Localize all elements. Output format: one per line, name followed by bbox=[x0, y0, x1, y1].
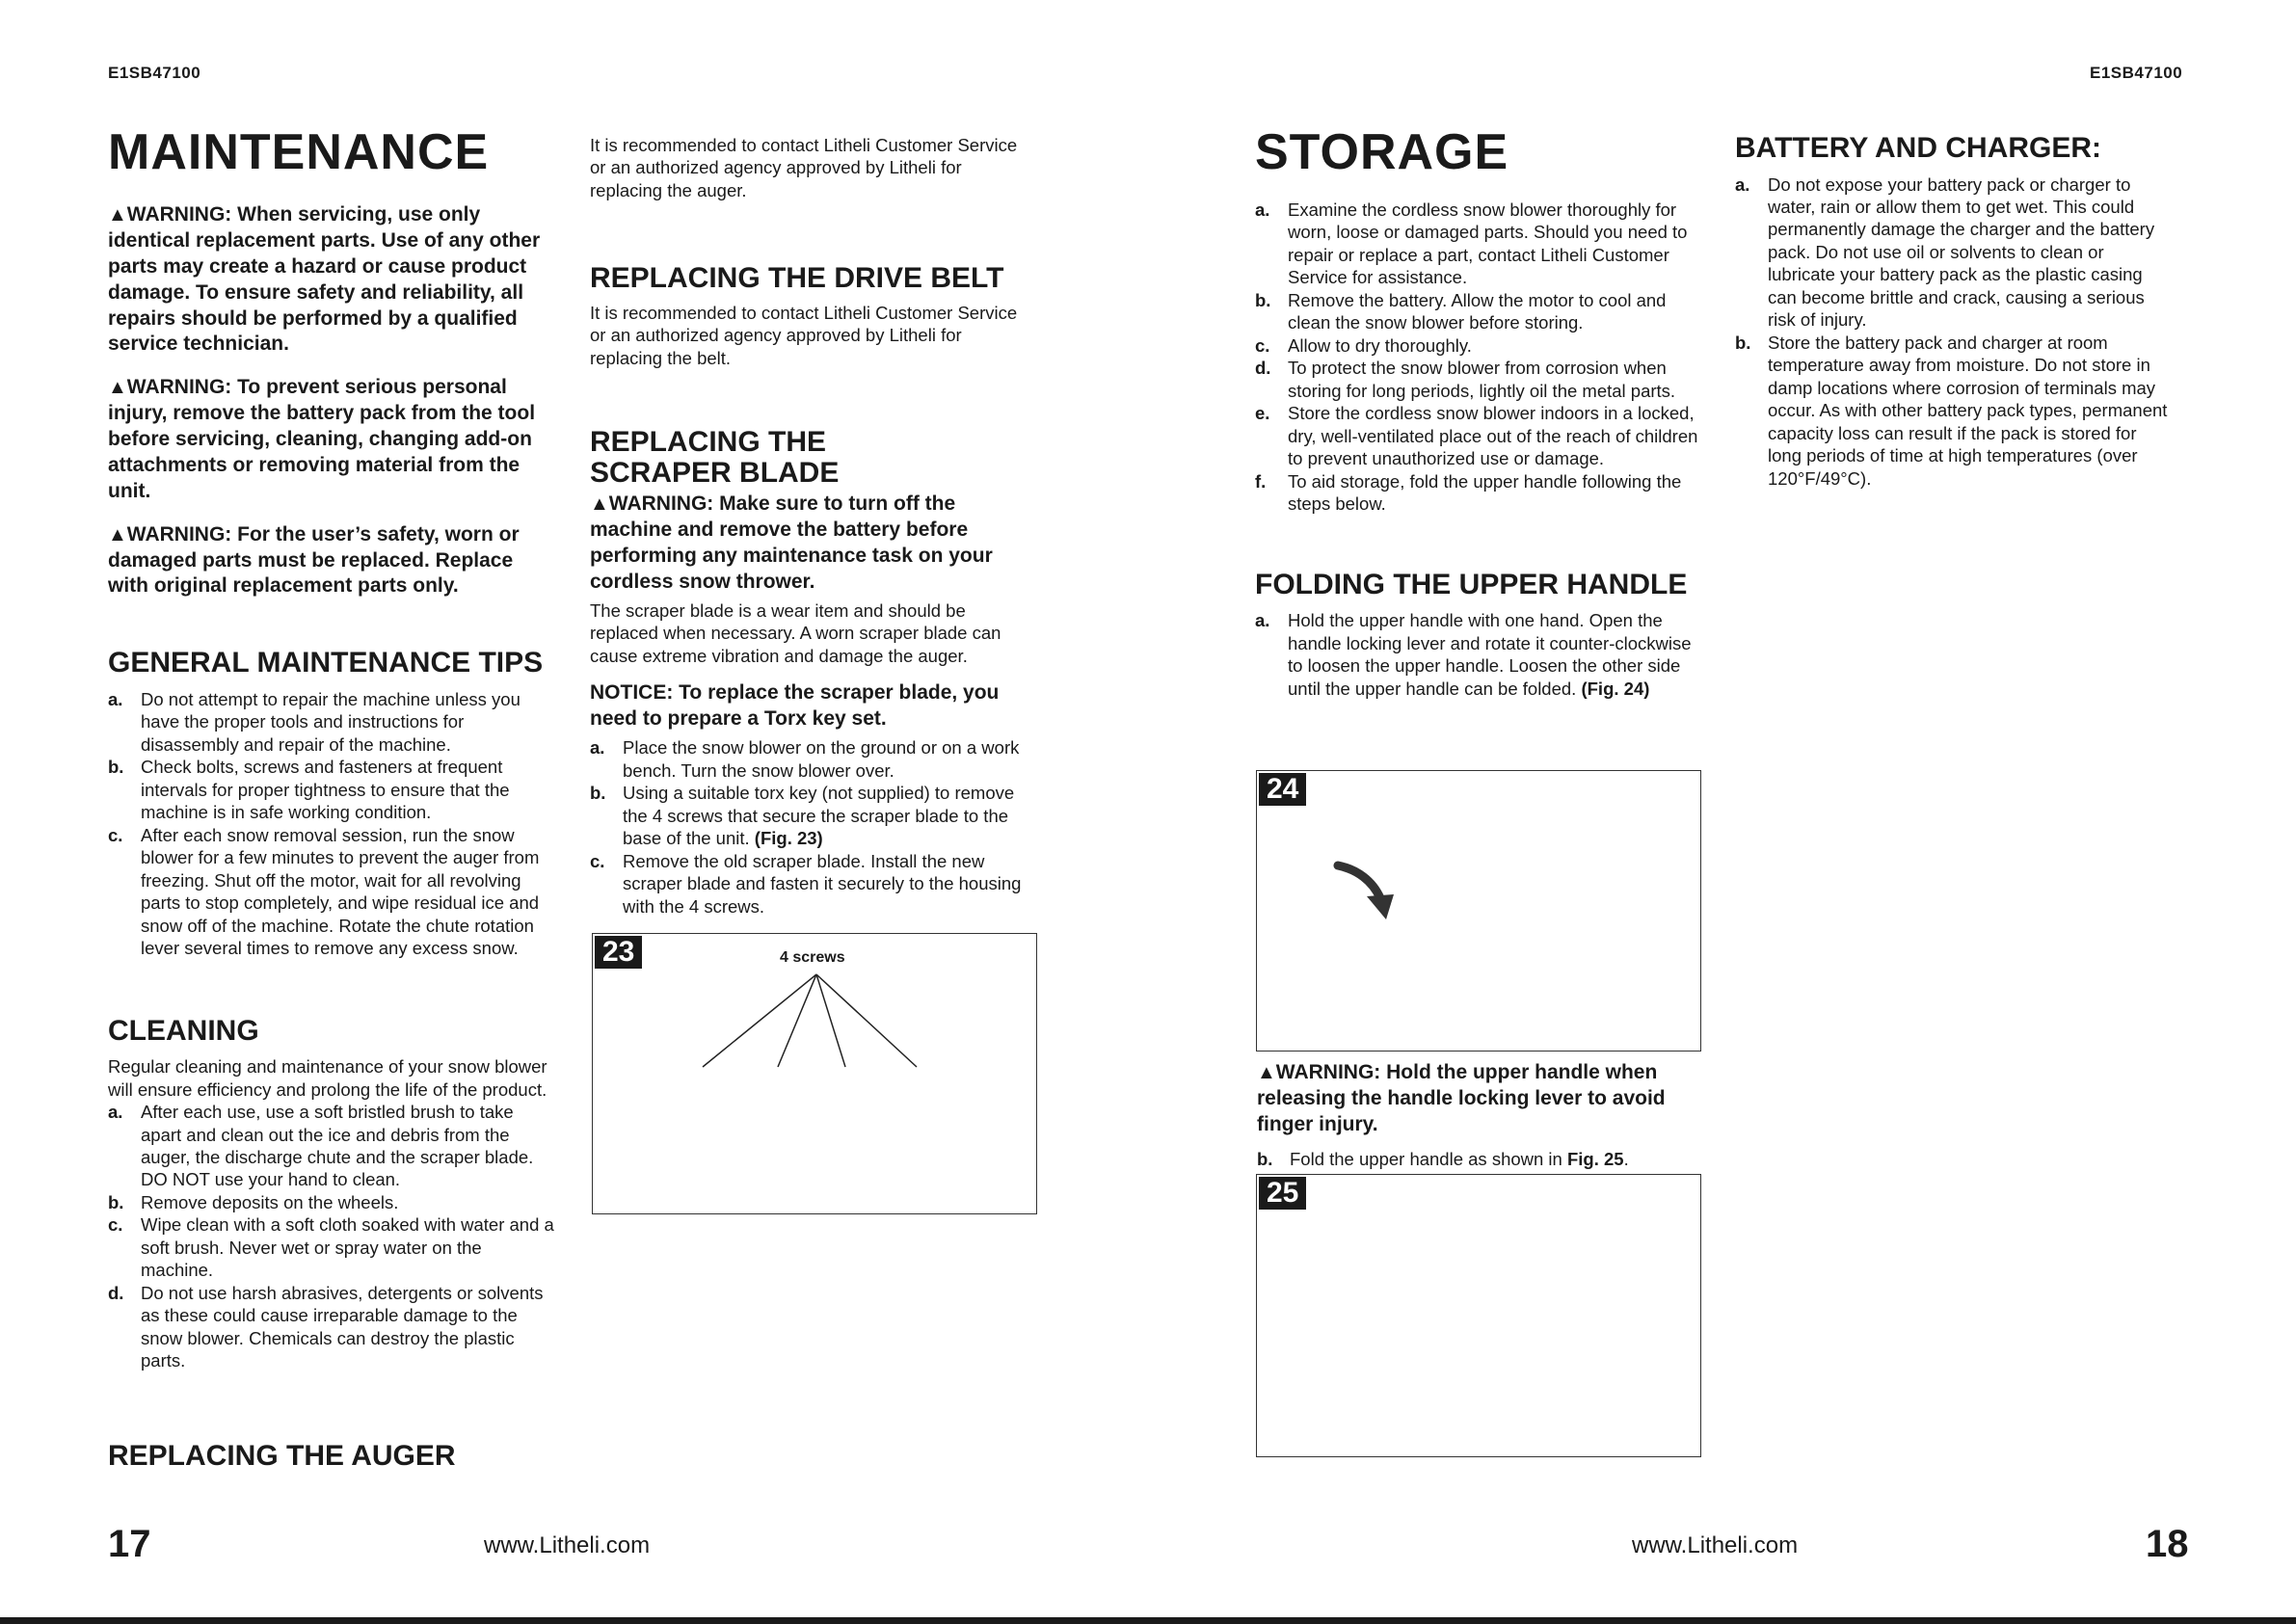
maintenance-warning-2: ▲WARNING: To prevent serious personal injury, remove the battery pack from the tool before servicing, cleaning, changing add-on attachments or removing material from the unit. bbox=[108, 376, 536, 502]
website-link-left[interactable]: www.Litheli.com bbox=[484, 1532, 651, 1558]
page-number-right: 18 bbox=[2146, 1523, 2189, 1565]
replacing-auger-title: REPLACING THE AUGER bbox=[108, 1440, 456, 1472]
folding-warning-block bbox=[1257, 1060, 1706, 1170]
warning-icon: ▲ bbox=[108, 204, 127, 226]
storage-title: STORAGE bbox=[1255, 124, 1509, 180]
figure-number: 23 bbox=[595, 936, 642, 969]
warning-icon: ▲ bbox=[108, 523, 127, 546]
list-item: c. After each snow removal session, run the snow blower for a few minutes to prevent the auger from freezing. Shut off the motor, wait for all revolving parts to stop completely, and wipe residual ice and snow off of the machine. Rotate the chute rotation lever several times to remove any excess snow. bbox=[108, 824, 540, 959]
replacing-blade-list bbox=[590, 736, 1035, 918]
list-item: b. Remove deposits on the wheels. bbox=[108, 1191, 399, 1212]
list-item: a. Place the snow blower on the ground or on a work bench. Turn the snow blower over. bbox=[590, 737, 1020, 781]
maintenance-warning-3: ▲WARNING: For the user’s safety, worn or damaged parts must be replaced. Replace with original replacement parts only. bbox=[108, 522, 520, 598]
list-item: a. Hold the upper handle with one hand. Open the handle locking lever and rotate it counter-clockwise to loosen the upper handle. Loosen the other side until the upper handle can be folded. (Fig. 24) bbox=[1255, 610, 1692, 699]
list-item: a. Examine the cordless snow blower thoroughly for worn, loose or damaged parts. Should you need to repair or replace a part, contact Litheli Customer Service for assistance. bbox=[1255, 200, 1688, 288]
list-item: b. Store the battery pack and charger at room temperature away from moisture. Do not store in damp locations where corrosion of terminals may occur. As with other battery pack types, permanent capacity loss can result if the pack is stored for long periods of time at high temperatures (over 120°F/49°C). bbox=[1735, 332, 2168, 489]
folding-list-a bbox=[1255, 609, 1704, 700]
warning-icon: ▲ bbox=[108, 377, 127, 399]
screw-callout-lines bbox=[593, 934, 1038, 1215]
model-number-left: E1SB47100 bbox=[108, 64, 201, 82]
battery-column bbox=[1735, 133, 2171, 490]
list-item: b. Using a suitable torx key (not supplied) to remove the 4 screws that secure the scraper blade to the base of the unit. (Fig. 23) bbox=[590, 783, 1015, 849]
website-link-right[interactable]: www.Litheli.com bbox=[1632, 1532, 1799, 1558]
bottom-border bbox=[0, 1617, 2296, 1624]
cleaning-intro: Regular cleaning and maintenance of your snow blower will ensure efficiency and prolong the life of the product. bbox=[108, 1056, 547, 1100]
list-item: e. Store the cordless snow blower indoors in a locked, dry, well-ventilated place out of the reach of children to prevent unauthorized use or damage. bbox=[1255, 403, 1698, 469]
figure-24 bbox=[1256, 770, 1701, 1052]
page-18 bbox=[1148, 0, 2296, 1624]
replacing-blade-warning: ▲WARNING: Make sure to turn off the machine and remove the battery before performing any maintenance task on your cordless snow thrower. bbox=[590, 493, 993, 594]
replacing-blade-title-2: SCRAPER BLADE bbox=[590, 456, 840, 489]
figure-caption: 4 screws bbox=[780, 949, 845, 966]
warning-icon: ▲ bbox=[1257, 1062, 1276, 1083]
cleaning-title: CLEANING bbox=[108, 1014, 259, 1047]
list-item: c. Allow to dry thoroughly. bbox=[1255, 334, 1472, 356]
figure-number: 24 bbox=[1259, 773, 1306, 806]
maintenance-title: MAINTENANCE bbox=[108, 124, 490, 180]
general-tips-title: GENERAL MAINTENANCE TIPS bbox=[108, 647, 544, 679]
list-item: c. Wipe clean with a soft cloth soaked with water and a soft brush. Never wet or spray water on the machine. bbox=[108, 1214, 554, 1281]
list-item: b. Check bolts, screws and fasteners at frequent intervals for proper tightness to ensure that the machine is in safe working condition. bbox=[108, 757, 510, 823]
replacing-blade-notice: NOTICE: To replace the scraper blade, you need to prepare a Torx key set. bbox=[590, 681, 1000, 731]
cleaning-list bbox=[108, 1101, 557, 1372]
rotate-arrow-icon bbox=[1330, 856, 1407, 923]
list-item: b. Fold the upper handle as shown in Fig. 25. bbox=[1257, 1148, 1629, 1169]
replacing-belt-text: It is recommended to contact Litheli Customer Service or an authorized agency approved by Litheli for replacing the belt. bbox=[590, 302, 1018, 368]
figure-25 bbox=[1256, 1174, 1701, 1457]
storage-list bbox=[1255, 199, 1704, 516]
list-item: f. To aid storage, fold the upper handle following the steps below. bbox=[1255, 470, 1682, 515]
replacing-auger-text: It is recommended to contact Litheli Customer Service or an authorized agency approved by Litheli for replacing the auger. bbox=[590, 135, 1018, 200]
folding-list-b bbox=[1257, 1148, 1706, 1170]
list-item: a. After each use, use a soft bristled brush to take apart and clean out the ice and debris from the auger, the discharge chute and the scraper blade. DO NOT use your hand to clean. bbox=[108, 1102, 534, 1190]
replacing-blade-title-1: REPLACING THE bbox=[590, 426, 827, 459]
list-item: a. Do not attempt to repair the machine unless you have the proper tools and instructions for disassembly and repair of the machine. bbox=[108, 688, 521, 755]
warning-icon: ▲ bbox=[590, 493, 609, 516]
list-item: c. Remove the old scraper blade. Install the new scraper blade and fasten it securely to the housing with the 4 screws. bbox=[590, 850, 1022, 917]
replacing-blade-intro: The scraper blade is a wear item and should be replaced when necessary. A worn scraper blade can cause extreme vibration and damage the auger. bbox=[590, 599, 1001, 666]
model-number-right: E1SB47100 bbox=[2090, 64, 2183, 82]
battery-list bbox=[1735, 173, 2171, 491]
maintenance-column bbox=[108, 124, 557, 1372]
storage-column bbox=[1255, 124, 1704, 700]
folding-title: FOLDING THE UPPER HANDLE bbox=[1255, 568, 1688, 600]
battery-title: BATTERY AND CHARGER: bbox=[1735, 132, 2101, 164]
general-tips-list bbox=[108, 688, 557, 960]
replacing-belt-title: REPLACING THE DRIVE BELT bbox=[590, 262, 1004, 295]
folding-warning: ▲WARNING: Hold the upper handle when releasing the handle locking lever to avoid finger injury. bbox=[1257, 1061, 1666, 1135]
list-item: b. Remove the battery. Allow the motor to cool and clean the snow blower before storing. bbox=[1255, 289, 1667, 333]
list-item: d. To protect the snow blower from corrosion when storing for long periods, lightly oil the metal parts. bbox=[1255, 358, 1676, 401]
maintenance-warning-1: ▲WARNING: When servicing, use only identical replacement parts. Use of any other parts may create a hazard or cause product damage. To ensure safety and reliability, all repairs should be performed by a qualified service technician. bbox=[108, 203, 541, 356]
page-number-left: 17 bbox=[108, 1523, 151, 1565]
figure-23 bbox=[592, 933, 1037, 1214]
list-item: d. Do not use harsh abrasives, detergents or solvents as these could cause irreparable damage to the snow blower. Chemicals can destroy the plastic parts. bbox=[108, 1282, 544, 1371]
list-item: a. Do not expose your battery pack or charger to water, rain or allow them to get wet. This could permanently damage the charger and the battery pack. Do not use oil or solvents to clean or lubricate your battery pack as the plastic casing can become brittle and crack, causing a serious risk of injury. bbox=[1735, 173, 2155, 331]
replacing-column bbox=[590, 134, 1035, 918]
figure-number: 25 bbox=[1259, 1177, 1306, 1210]
